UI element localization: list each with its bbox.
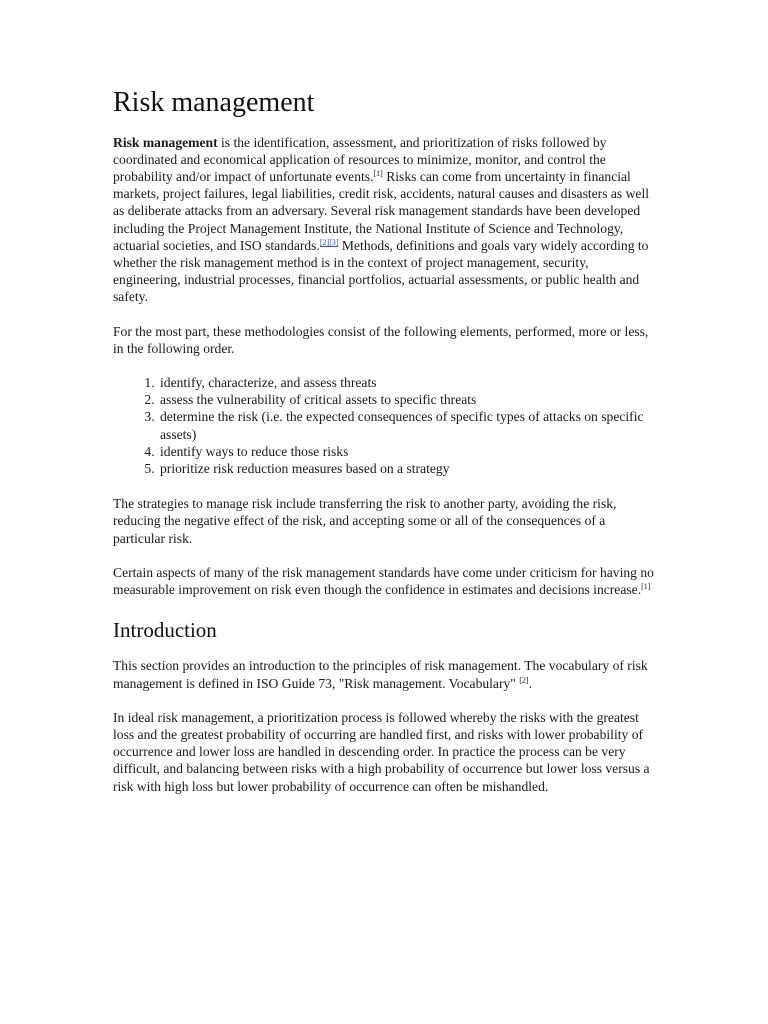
- introduction-paragraph-2: In ideal risk management, a prioritization process is followed whereby the risks with the greatest loss and the greatest probability of occurring are handled first, and risks with lower probability of occurrence and lower loss are handled in descending order. In practice the process can be very difficult, and balancing between risks with a high probability of occurrence but lower loss versus a risk with high loss but lower probability of occurrence can often be mishandled.: [113, 709, 650, 794]
- introduction-text-1-tail: .: [528, 675, 532, 691]
- list-item: 2. assess the vulnerability of critical assets to specific threats: [158, 391, 658, 408]
- introduction-paragraph-1: [113, 657, 658, 691]
- page-title: Risk management: [113, 87, 315, 118]
- citation-iso[interactable]: [2]: [519, 675, 529, 685]
- elements-intro-paragraph: For the most part, these methodologies consist of the following elements, performed, more or less, in the following order.: [113, 323, 649, 356]
- introduction-heading: Introduction: [113, 618, 217, 643]
- steps-list: [113, 374, 658, 477]
- list-item: 3. determine the risk (i.e. the expected consequences of specific types of attacks on specific assets): [158, 408, 658, 442]
- list-item: 4. identify ways to reduce those risks: [158, 443, 658, 460]
- intro-text-2: Risks can come from uncertainty in financial markets, project failures, legal liabilities, credit risk, accidents, natural causes and disasters as well as deliberate attacks from an adversary. Several risk management standards have been developed including the Project Management Institute, the National Institute of Science and Technology, actuarial societies, and ISO standards.: [113, 169, 650, 253]
- list-item: 5. prioritize risk reduction measures based on a strategy: [158, 460, 658, 477]
- citation-2-3[interactable]: [2][3]: [319, 237, 339, 247]
- intro-paragraph: [113, 134, 658, 306]
- introduction-text-1: This section provides an introduction to the principles of risk management. The vocabulary of risk management is defined in ISO Guide 73, "Risk management. Vocabulary": [113, 658, 648, 691]
- intro-bold-term: Risk management: [113, 134, 218, 150]
- document-page: [113, 86, 658, 812]
- intro-text-1: is the identification, assessment, and prioritization of risks followed by coordinated and economical application of resources to minimize, monitor, and control the probability and/or impact of unfortunate events.: [113, 134, 607, 184]
- criticism-text: Certain aspects of many of the risk management standards have come under criticism for having no measurable improvement on risk even though the confidence in estimates and decisions increase.: [113, 564, 654, 598]
- citation-1[interactable]: [1]: [373, 169, 383, 178]
- strategies-paragraph: The strategies to manage risk include transferring the risk to another party, avoiding the risk, reducing the negative effect of the risk, and accepting some or all of the consequences of a particular risk.: [113, 496, 617, 546]
- intro-text-3: Methods, definitions and goals vary widely according to whether the risk management method is in the context of project management, security, engineering, industrial processes, financial portfolios, actuarial assessments, or public health and safety.: [113, 237, 649, 305]
- citation-criticism[interactable]: [1]: [641, 582, 651, 592]
- list-item: 1. identify, characterize, and assess threats: [158, 374, 658, 391]
- criticism-paragraph: [113, 564, 658, 598]
